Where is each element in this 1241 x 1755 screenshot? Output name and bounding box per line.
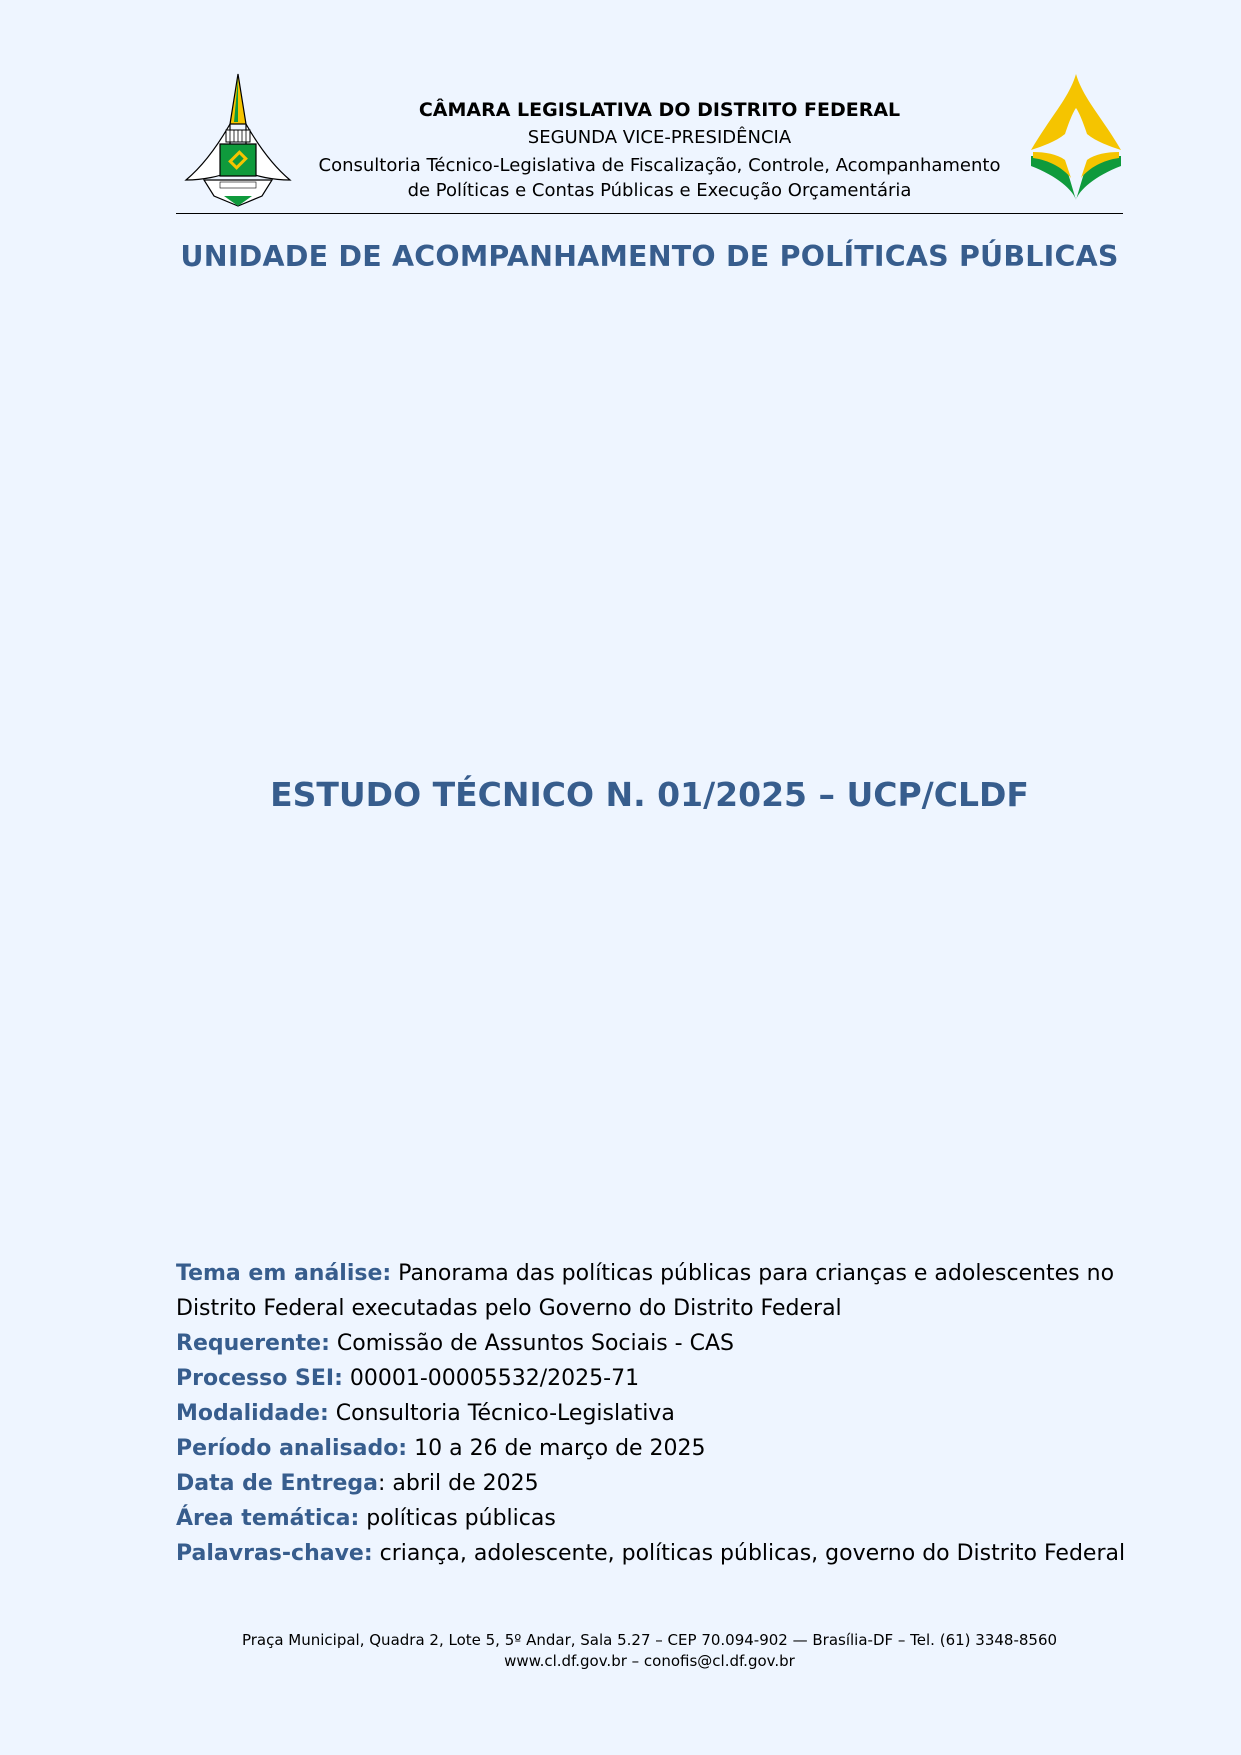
meta-value: Consultoria Técnico-Legislativa [328, 1401, 675, 1426]
meta-row-modality [176, 1396, 1126, 1431]
meta-value: políticas públicas [359, 1506, 556, 1531]
header-divider [176, 213, 1123, 214]
meta-key: Palavras-chave: [176, 1541, 373, 1566]
meta-value: : abril de 2025 [378, 1471, 539, 1496]
meta-row-requester [176, 1326, 1126, 1361]
footer-contact: www.cl.df.gov.br – conofis@cl.df.gov.br [504, 1652, 795, 1670]
unit-title: UNIDADE DE ACOMPANHAMENTO DE POLÍTICAS PÚBLICAS [180, 240, 1119, 273]
meta-row-process [176, 1361, 1126, 1396]
meta-key: Data de Entrega [176, 1471, 379, 1496]
consultancy-line-1: Consultoria Técnico-Legislativa de Fiscalização, Controle, Acompanhamento [318, 155, 1001, 176]
header-text-block [296, 96, 1023, 205]
meta-value: Comissão de Assuntos Sociais - CAS [329, 1331, 734, 1356]
meta-key: Requerente: [176, 1331, 330, 1356]
meta-row-period [176, 1431, 1126, 1466]
page-footer [176, 1630, 1123, 1672]
footer-address: Praça Municipal, Quadra 2, Lote 5, 5º Andar, Sala 5.27 – CEP 70.094-902 — Brasília-DF – Tel. (61) 3348-8560 [241, 1631, 1058, 1649]
meta-key: Tema em análise: [176, 1261, 392, 1286]
study-metadata [176, 1256, 1126, 1571]
org-name: CÂMARA LEGISLATIVA DO DISTRITO FEDERAL [418, 99, 901, 121]
meta-key: Área temática: [176, 1506, 360, 1531]
vice-presidency: SEGUNDA VICE-PRESIDÊNCIA [527, 127, 792, 148]
meta-row-theme [176, 1256, 1126, 1326]
consultancy-line-2: de Políticas e Contas Públicas e Execução Orçamentária [407, 180, 912, 201]
meta-value: 10 a 26 de março de 2025 [407, 1436, 706, 1461]
meta-row-delivery [176, 1466, 1126, 1501]
meta-key: Período analisado: [176, 1436, 408, 1461]
meta-key: Modalidade: [176, 1401, 329, 1426]
meta-value: Panorama das políticas públicas para crianças e adolescentes no Distrito Federal executadas pelo Governo do Distrito Federal [176, 1261, 1115, 1321]
document-header [176, 70, 1123, 215]
meta-row-keywords [176, 1536, 1126, 1571]
meta-value: 00001-00005532/2025-71 [342, 1366, 640, 1391]
study-title: ESTUDO TÉCNICO N. 01/2025 – UCP/CLDF [270, 775, 1029, 814]
cldf-logo-icon [1029, 72, 1123, 206]
meta-row-area [176, 1501, 1126, 1536]
meta-value: criança, adolescente, políticas públicas, governo do Distrito Federal [372, 1541, 1126, 1566]
df-coat-of-arms-icon [184, 72, 292, 208]
meta-key: Processo SEI: [176, 1366, 343, 1391]
